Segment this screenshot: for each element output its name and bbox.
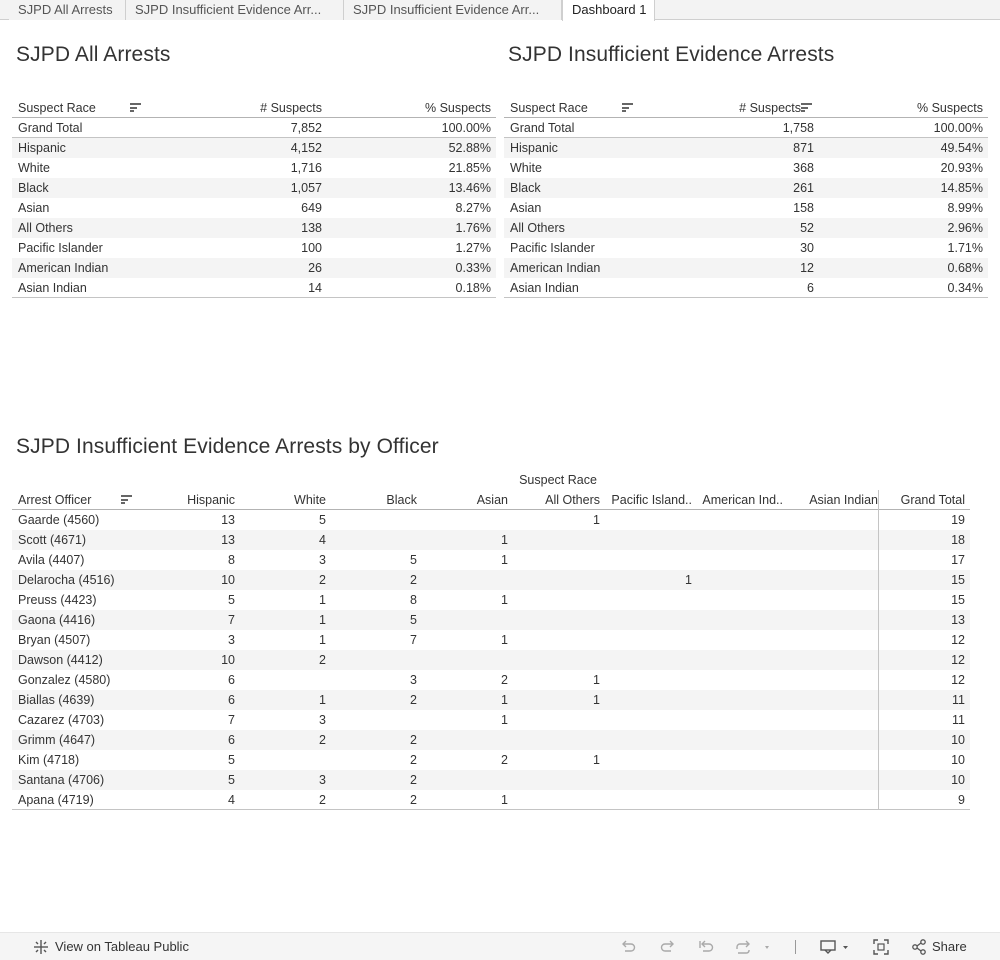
- race-label: Hispanic: [510, 141, 558, 155]
- asian-indian-count: [784, 550, 878, 570]
- race-label: White: [18, 161, 50, 175]
- black-count: 3: [410, 673, 417, 687]
- table-row[interactable]: [12, 278, 496, 298]
- race-label: Pacific Islander: [510, 241, 595, 255]
- count-value: 6: [807, 281, 814, 295]
- suspect-race-group-label[interactable]: Suspect Race: [519, 473, 597, 487]
- asian-indian-count: [784, 730, 878, 750]
- officer-name: Avila (4407): [18, 553, 85, 567]
- asian-indian-count: [784, 510, 878, 530]
- sort-icon[interactable]: [801, 103, 812, 112]
- header-pct-suspects[interactable]: % Suspects: [916, 101, 983, 115]
- american-indian-count: [693, 670, 783, 690]
- white-count: 2: [319, 733, 326, 747]
- table-row[interactable]: [504, 238, 988, 258]
- officer-name: Kim (4718): [18, 753, 80, 767]
- black-count: [327, 710, 417, 730]
- white-count: 3: [319, 553, 326, 567]
- race-label: Hispanic: [18, 141, 66, 155]
- black-count: 8: [410, 593, 417, 607]
- pacific-islander-count: [600, 710, 692, 730]
- hispanic-count: 7: [228, 713, 235, 727]
- pct-value: 20.93%: [940, 161, 983, 175]
- race-label: All Others: [18, 221, 73, 235]
- table-row[interactable]: [12, 218, 496, 238]
- table-row[interactable]: [12, 258, 496, 278]
- all-others-count: [508, 610, 600, 630]
- header-arrest-officer[interactable]: Arrest Officer: [18, 493, 92, 507]
- american-indian-count: [693, 570, 783, 590]
- table-row[interactable]: [12, 770, 970, 790]
- table-row[interactable]: [504, 198, 988, 218]
- fullscreen-icon[interactable]: [873, 939, 889, 955]
- pacific-islander-count: [600, 650, 692, 670]
- count-value: 100: [301, 241, 322, 255]
- sheet-tab-bar: [0, 0, 1000, 20]
- grand-total-row[interactable]: [504, 118, 988, 138]
- bottom-toolbar: [0, 932, 1000, 960]
- black-count: 2: [410, 733, 417, 747]
- count-value: 7,852: [290, 121, 322, 135]
- hispanic-count: 8: [228, 553, 235, 567]
- officer-name: Gonzalez (4580): [18, 673, 111, 687]
- black-count: 2: [410, 773, 417, 787]
- all-others-count: [508, 790, 600, 810]
- officer-name: Bryan (4507): [18, 633, 91, 647]
- pacific-islander-count: [600, 670, 692, 690]
- tab-insufficient-evidence-2[interactable]: SJPD Insufficient Evidence Arr...: [344, 0, 562, 20]
- asian-indian-count: [784, 590, 878, 610]
- black-count: [327, 510, 417, 530]
- count-value: 1,057: [290, 181, 322, 195]
- race-label: Black: [18, 181, 49, 195]
- grand-total-count: 11: [952, 693, 965, 707]
- black-count: 2: [410, 793, 417, 807]
- american-indian-count: [693, 770, 783, 790]
- grand-total-count: 9: [958, 793, 965, 807]
- asian-indian-count: [784, 530, 878, 550]
- american-indian-count: [693, 590, 783, 610]
- hispanic-count: 10: [221, 653, 235, 667]
- pct-value: 1.71%: [947, 241, 983, 255]
- race-label: White: [510, 161, 542, 175]
- asian-indian-count: [784, 570, 878, 590]
- black-count: 2: [410, 753, 417, 767]
- hispanic-count: 4: [228, 793, 235, 807]
- header-american-indian[interactable]: American Ind..: [702, 493, 783, 507]
- race-label: All Others: [510, 221, 565, 235]
- hispanic-count: 6: [228, 733, 235, 747]
- table-row[interactable]: [12, 550, 970, 570]
- table-row[interactable]: [504, 158, 988, 178]
- hispanic-count: 10: [221, 573, 235, 587]
- table-header: [12, 98, 496, 118]
- table-row[interactable]: [12, 510, 970, 530]
- all-arrests-title: SJPD All Arrests: [16, 43, 171, 66]
- asian-count: [418, 610, 508, 630]
- race-label: American Indian: [510, 261, 601, 275]
- grand-total-count: 12: [951, 633, 965, 647]
- american-indian-count: [693, 730, 783, 750]
- pct-value: 49.54%: [940, 141, 983, 155]
- american-indian-count: [693, 510, 783, 530]
- count-value: 14: [308, 281, 322, 295]
- table-row[interactable]: [504, 138, 988, 158]
- header-num-suspects[interactable]: # Suspects: [739, 101, 801, 115]
- table-row[interactable]: [12, 670, 970, 690]
- tableau-logo-icon[interactable]: [33, 939, 49, 955]
- asian-indian-count: [784, 630, 878, 650]
- race-label: American Indian: [18, 261, 109, 275]
- all-arrests-table: [12, 98, 496, 298]
- asian-indian-count: [784, 790, 878, 810]
- asian-indian-count: [784, 650, 878, 670]
- race-label: Grand Total: [18, 121, 83, 135]
- american-indian-count: [693, 790, 783, 810]
- count-value: 1,758: [782, 121, 814, 135]
- pacific-islander-count: [600, 530, 692, 550]
- officer-name: Gaarde (4560): [18, 513, 100, 527]
- american-indian-count: [693, 630, 783, 650]
- hispanic-count: 5: [228, 753, 235, 767]
- header-black[interactable]: Black: [386, 493, 417, 507]
- tab-sjpd-all-arrests[interactable]: SJPD All Arrests: [9, 0, 126, 20]
- table-row[interactable]: [12, 238, 496, 258]
- insufficient-arrests-table: [504, 98, 988, 298]
- hispanic-count: 5: [228, 773, 235, 787]
- officer-name: Grimm (4647): [18, 733, 96, 747]
- all-others-count: [508, 570, 600, 590]
- share-button[interactable]: Share: [932, 939, 967, 954]
- race-label: Asian: [18, 201, 50, 215]
- pct-value: 0.18%: [455, 281, 491, 295]
- asian-count: 1: [501, 533, 508, 547]
- asian-count: 1: [501, 593, 508, 607]
- all-others-count: [508, 710, 600, 730]
- download-icon[interactable]: [820, 939, 852, 955]
- tab-insufficient-evidence-1[interactable]: SJPD Insufficient Evidence Arr...: [126, 0, 344, 20]
- white-count: [236, 670, 326, 690]
- race-label: Pacific Islander: [18, 241, 103, 255]
- black-count: [327, 650, 417, 670]
- table-row[interactable]: [12, 158, 496, 178]
- count-value: 649: [301, 201, 322, 215]
- american-indian-count: [693, 550, 783, 570]
- insufficient-arrests-title: SJPD Insufficient Evidence Arrests: [508, 43, 835, 66]
- all-others-count: [508, 530, 600, 550]
- sort-icon[interactable]: [622, 103, 633, 112]
- column-group-header: [12, 470, 970, 490]
- table-row[interactable]: [12, 690, 970, 710]
- asian-indian-count: [784, 610, 878, 630]
- header-asian[interactable]: Asian: [476, 493, 508, 507]
- table-row[interactable]: [504, 218, 988, 238]
- table-row[interactable]: [504, 178, 988, 198]
- sort-icon[interactable]: [130, 103, 141, 112]
- pct-value: 8.27%: [455, 201, 491, 215]
- count-value: 4,152: [290, 141, 322, 155]
- grand-total-count: 18: [951, 533, 965, 547]
- white-count: 2: [319, 793, 326, 807]
- officer-name: Gaona (4416): [18, 613, 96, 627]
- hispanic-count: 6: [228, 693, 235, 707]
- white-count: 4: [319, 533, 326, 547]
- race-label: Asian: [510, 201, 542, 215]
- asian-count: 1: [501, 693, 508, 707]
- header-num-suspects[interactable]: # Suspects: [260, 101, 322, 115]
- table-row[interactable]: [12, 530, 970, 550]
- count-value: 1,716: [290, 161, 322, 175]
- all-others-count: [508, 650, 600, 670]
- race-label: Asian Indian: [510, 281, 579, 295]
- asian-count: [418, 570, 508, 590]
- pacific-islander-count: [600, 730, 692, 750]
- count-value: 158: [793, 201, 814, 215]
- table-row[interactable]: [504, 258, 988, 278]
- race-label: Grand Total: [510, 121, 575, 135]
- officer-name: Delarocha (4516): [18, 573, 115, 587]
- grand-total-count: 10: [951, 753, 965, 767]
- grand-total-count: 10: [951, 733, 965, 747]
- american-indian-count: [693, 750, 783, 770]
- black-count: 5: [410, 553, 417, 567]
- officer-name: Cazarez (4703): [18, 713, 105, 727]
- asian-count: 1: [501, 793, 508, 807]
- hispanic-count: 6: [228, 673, 235, 687]
- black-count: 2: [410, 573, 417, 587]
- grand-total-count: 13: [951, 613, 965, 627]
- grand-total-count: 12: [951, 653, 965, 667]
- header-asian-indian[interactable]: Asian Indian: [809, 493, 878, 507]
- count-value: 138: [301, 221, 322, 235]
- table-row[interactable]: [12, 198, 496, 218]
- view-on-tableau-public-link[interactable]: View on Tableau Public: [55, 939, 189, 954]
- asian-count: [418, 650, 508, 670]
- pct-value: 14.85%: [940, 181, 983, 195]
- header-grand-total[interactable]: Grand Total: [900, 493, 965, 507]
- all-others-count: [508, 730, 600, 750]
- asian-count: 2: [501, 673, 508, 687]
- grand-total-count: 10: [951, 773, 965, 787]
- pct-value: 1.27%: [455, 241, 491, 255]
- table-row[interactable]: [12, 138, 496, 158]
- pct-value: 0.33%: [455, 261, 491, 275]
- asian-count: [418, 770, 508, 790]
- hispanic-count: 5: [228, 593, 235, 607]
- asian-count: [418, 510, 508, 530]
- tab-dashboard-1[interactable]: Dashboard 1: [562, 0, 655, 21]
- asian-indian-count: [784, 710, 878, 730]
- by-officer-crosstab: [12, 470, 970, 810]
- race-label: Asian Indian: [18, 281, 87, 295]
- grand-total-count: 19: [951, 513, 965, 527]
- officer-name: Dawson (4412): [18, 653, 103, 667]
- pct-value: 52.88%: [448, 141, 491, 155]
- hispanic-count: 13: [221, 513, 235, 527]
- header-suspect-race[interactable]: Suspect Race: [18, 101, 96, 115]
- table-row[interactable]: [12, 570, 970, 590]
- officer-name: Apana (4719): [18, 793, 94, 807]
- table-row[interactable]: [12, 650, 970, 670]
- table-row[interactable]: [12, 630, 970, 650]
- pacific-islander-count: [600, 790, 692, 810]
- all-others-count: 1: [593, 513, 600, 527]
- american-indian-count: [693, 690, 783, 710]
- black-count: 5: [410, 613, 417, 627]
- revert-icon[interactable]: [698, 939, 714, 955]
- pct-value: 0.34%: [947, 281, 983, 295]
- grand-total-row[interactable]: [12, 118, 496, 138]
- hispanic-count: 13: [221, 533, 235, 547]
- pct-value: 100.00%: [933, 121, 983, 135]
- pacific-islander-count: [600, 750, 692, 770]
- white-count: [236, 750, 326, 770]
- table-row[interactable]: [12, 178, 496, 198]
- pct-value: 1.76%: [455, 221, 491, 235]
- toolbar-separator: [795, 940, 796, 954]
- grand-total-count: 12: [951, 673, 965, 687]
- asian-count: 2: [501, 753, 508, 767]
- white-count: 3: [319, 713, 326, 727]
- hispanic-count: 3: [228, 633, 235, 647]
- table-header: [504, 98, 988, 118]
- table-row[interactable]: [12, 730, 970, 750]
- asian-indian-count: [784, 670, 878, 690]
- pacific-islander-count: 1: [685, 573, 692, 587]
- asian-count: 1: [501, 553, 508, 567]
- officer-name: Scott (4671): [18, 533, 87, 547]
- officer-name: Preuss (4423): [18, 593, 97, 607]
- white-count: 2: [319, 653, 326, 667]
- table-row[interactable]: [12, 790, 970, 810]
- sort-icon[interactable]: [121, 495, 132, 504]
- pct-value: 2.96%: [947, 221, 983, 235]
- header-pacific-islander[interactable]: Pacific Island..: [611, 493, 692, 507]
- header-all-others[interactable]: All Others: [545, 493, 600, 507]
- crosstab-header: [12, 490, 970, 510]
- american-indian-count: [693, 530, 783, 550]
- table-row[interactable]: [12, 710, 970, 730]
- black-count: 7: [410, 633, 417, 647]
- count-value: 12: [800, 261, 814, 275]
- table-row[interactable]: [504, 278, 988, 298]
- white-count: 2: [319, 573, 326, 587]
- asian-indian-count: [784, 690, 878, 710]
- count-value: 26: [308, 261, 322, 275]
- count-value: 368: [793, 161, 814, 175]
- pacific-islander-count: [600, 590, 692, 610]
- asian-count: 1: [501, 713, 508, 727]
- white-count: 1: [319, 633, 326, 647]
- pct-value: 8.99%: [947, 201, 983, 215]
- grand-total-count: 15: [951, 573, 965, 587]
- race-label: Black: [510, 181, 541, 195]
- pct-value: 21.85%: [448, 161, 491, 175]
- american-indian-count: [693, 650, 783, 670]
- header-pct-suspects[interactable]: % Suspects: [424, 101, 491, 115]
- white-count: 1: [319, 613, 326, 627]
- white-count: 1: [319, 693, 326, 707]
- all-others-count: [508, 550, 600, 570]
- refresh-icon[interactable]: [735, 939, 771, 955]
- all-others-count: [508, 590, 600, 610]
- pct-value: 100.00%: [441, 121, 491, 135]
- header-suspect-race[interactable]: Suspect Race: [510, 101, 588, 115]
- asian-indian-count: [784, 750, 878, 770]
- grand-total-count: 15: [951, 593, 965, 607]
- count-value: 871: [793, 141, 814, 155]
- pacific-islander-count: [600, 550, 692, 570]
- american-indian-count: [693, 610, 783, 630]
- black-count: [327, 530, 417, 550]
- undo-icon[interactable]: [620, 939, 636, 955]
- table-row[interactable]: [12, 590, 970, 610]
- white-count: 5: [319, 513, 326, 527]
- all-others-count: 1: [593, 673, 600, 687]
- officer-name: Santana (4706): [18, 773, 105, 787]
- pct-value: 13.46%: [448, 181, 491, 195]
- white-count: 1: [319, 593, 326, 607]
- hispanic-count: 7: [228, 613, 235, 627]
- asian-count: [418, 730, 508, 750]
- pacific-islander-count: [600, 510, 692, 530]
- american-indian-count: [693, 710, 783, 730]
- count-value: 52: [800, 221, 814, 235]
- all-others-count: [508, 630, 600, 650]
- grand-total-count: 11: [952, 713, 965, 727]
- grand-total-divider: [878, 490, 879, 809]
- all-others-count: 1: [593, 693, 600, 707]
- header-white[interactable]: White: [294, 493, 326, 507]
- all-others-count: [508, 770, 600, 790]
- pacific-islander-count: [600, 610, 692, 630]
- count-value: 30: [800, 241, 814, 255]
- officer-name: Biallas (4639): [18, 693, 95, 707]
- white-count: 3: [319, 773, 326, 787]
- pacific-islander-count: [600, 690, 692, 710]
- black-count: 2: [410, 693, 417, 707]
- table-row[interactable]: [12, 750, 970, 770]
- share-icon[interactable]: [911, 939, 927, 955]
- by-officer-title: SJPD Insufficient Evidence Arrests by Officer: [16, 435, 439, 458]
- asian-count: 1: [501, 633, 508, 647]
- pacific-islander-count: [600, 630, 692, 650]
- pct-value: 0.68%: [947, 261, 983, 275]
- pacific-islander-count: [600, 770, 692, 790]
- header-hispanic[interactable]: Hispanic: [187, 493, 235, 507]
- grand-total-count: 17: [951, 553, 965, 567]
- table-row[interactable]: [12, 610, 970, 630]
- all-others-count: 1: [593, 753, 600, 767]
- redo-icon[interactable]: [660, 939, 676, 955]
- asian-indian-count: [784, 770, 878, 790]
- count-value: 261: [793, 181, 814, 195]
